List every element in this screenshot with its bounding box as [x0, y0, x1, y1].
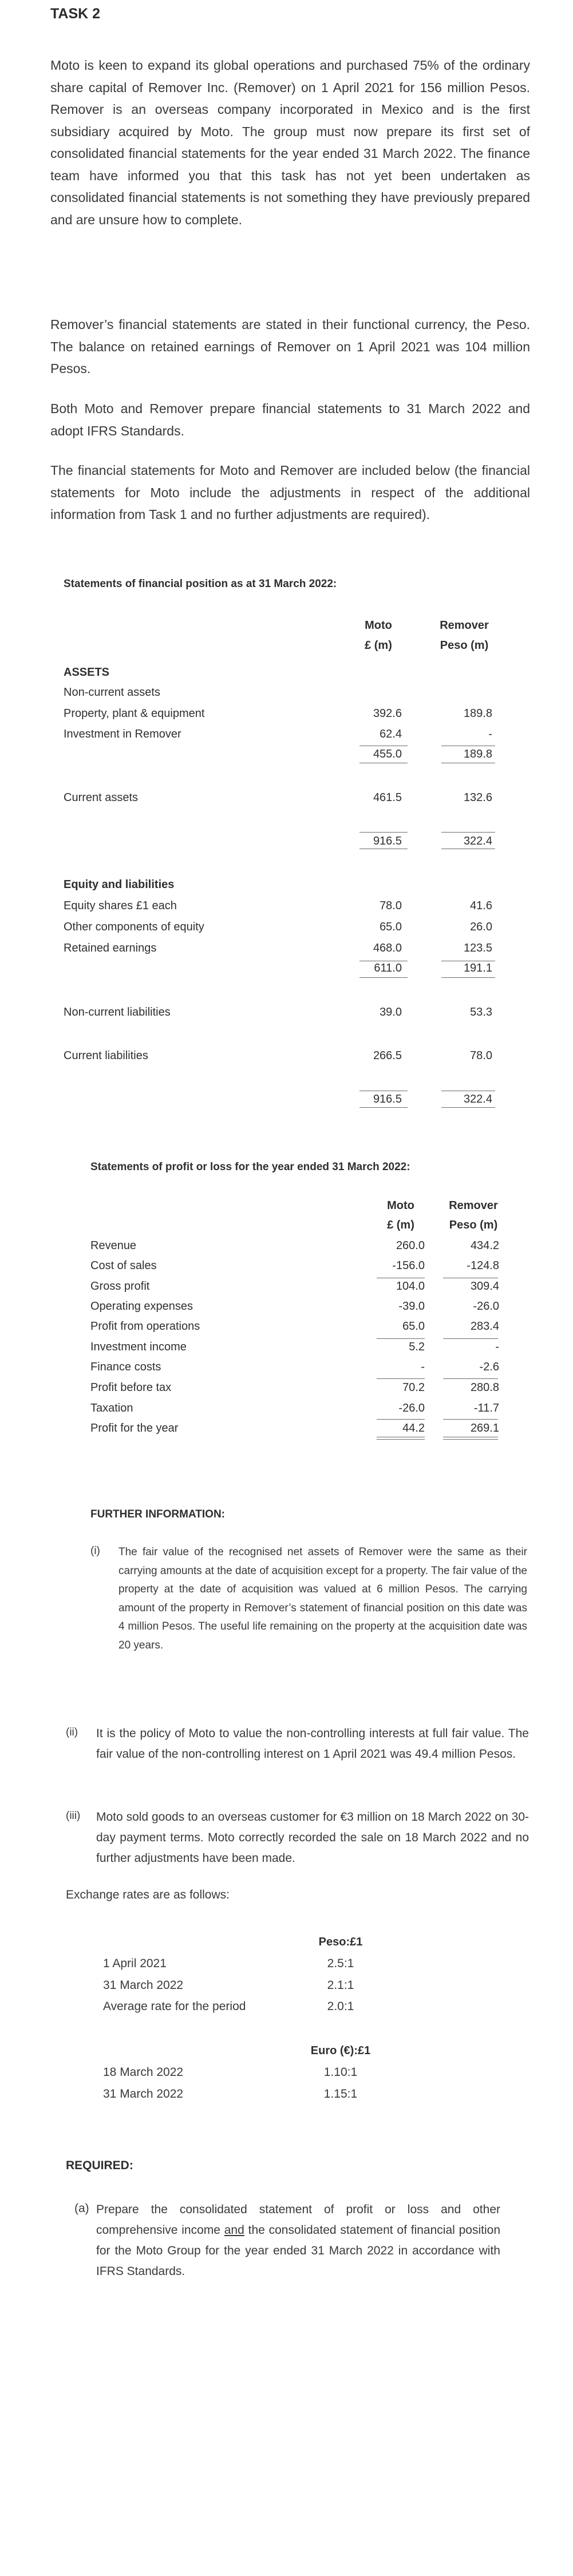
- sofp-moto-value: 65.0: [380, 921, 402, 933]
- pl-row-label: Cost of sales: [90, 1259, 157, 1272]
- peso-rate-value: 2.1:1: [327, 1979, 354, 1992]
- note-i-marker: (i): [90, 1545, 100, 1557]
- sofp-row-label: Other components of equity: [64, 921, 204, 933]
- sofp-total-rule: [441, 977, 495, 978]
- sofp-row-label: Equity shares £1 each: [64, 899, 177, 912]
- sofp-remover-value: 26.0: [470, 921, 492, 933]
- sofp-row-label: Non-current liabilities: [64, 1006, 171, 1018]
- pl-remover-value: -2.6: [479, 1361, 499, 1373]
- further-info-title: FURTHER INFORMATION:: [90, 1508, 226, 1520]
- pl-moto-value: 5.2: [409, 1341, 425, 1353]
- pl-remover-value: 269.1: [470, 1422, 499, 1434]
- euro-rate-header: Euro (€):£1: [310, 2044, 371, 2057]
- pl-remover-value: -11.7: [473, 1402, 499, 1414]
- peso-rate-value: 2.5:1: [327, 1957, 354, 1970]
- sofp-remover-value: 78.0: [470, 1049, 492, 1062]
- pl-moto-value: 260.0: [396, 1239, 425, 1252]
- sofp-remover-header: Remover: [440, 619, 489, 632]
- currency-paragraph: Remover’s financial statements are stated in their functional currency, the Peso. The balance on retained earnings of Remover on 1 April 2021 was 104 million Pesos.: [50, 317, 530, 376]
- note-ii-marker: (ii): [66, 1726, 78, 1738]
- sofp-total-rule: [359, 977, 408, 978]
- sofp-row-label: Current assets: [64, 791, 139, 804]
- pl-row-label: Profit for the year: [90, 1422, 179, 1434]
- pl-remover-value: -: [495, 1341, 499, 1353]
- sofp-row-label: Property, plant & equipment: [64, 707, 205, 720]
- sofp-remover-value: 123.5: [463, 942, 492, 954]
- pl-moto-value: -: [421, 1361, 425, 1373]
- sofp-total-rule: [359, 832, 408, 833]
- peso-rate-header: Peso:£1: [318, 1936, 363, 1948]
- pl-row-label: Revenue: [90, 1239, 137, 1252]
- pl-total-rule: [377, 1378, 425, 1379]
- pl-row-label: Taxation: [90, 1402, 133, 1414]
- required-title: REQUIRED:: [66, 2159, 133, 2172]
- sofp-row-label: Current liabilities: [64, 1049, 148, 1062]
- sofp-remover-unit: Peso (m): [440, 639, 489, 652]
- financial-statements-paragraph: The financial statements for Moto and Remover are included below (the financial statements for Moto include the adjustments in respect of the additional information from Task 1 and no further adjustments are required).: [50, 463, 530, 522]
- sofp-row-label: Retained earnings: [64, 942, 157, 954]
- sofp-remover-value: 189.8: [463, 748, 492, 760]
- sofp-total-rule: [441, 1107, 495, 1108]
- euro-rate-value: 1.10:1: [323, 2066, 358, 2079]
- pl-remover-value: 434.2: [470, 1239, 499, 1252]
- pl-remover-value: -26.0: [473, 1300, 499, 1313]
- pl-title: Statements of profit or loss for the year ended 31 March 2022:: [90, 1161, 410, 1173]
- sofp-row-label: Investment in Remover: [64, 728, 181, 740]
- sofp-remover-value: 191.1: [463, 962, 492, 974]
- euro-rate-date: 31 March 2022: [103, 2087, 184, 2101]
- peso-rate-date: 31 March 2022: [103, 1979, 184, 1992]
- sofp-moto-unit: £ (m): [365, 639, 392, 652]
- peso-rate-value: 2.0:1: [327, 2000, 354, 2013]
- pl-remover-value: -124.8: [467, 1259, 499, 1272]
- sofp-moto-value: 611.0: [374, 962, 402, 974]
- pl-row-label: Profit from operations: [90, 1320, 200, 1333]
- pl-row-label: Finance costs: [90, 1361, 161, 1373]
- sofp-moto-value: 39.0: [380, 1006, 402, 1018]
- euro-rate-date: 18 March 2022: [103, 2066, 184, 2079]
- intro-paragraph: Moto is keen to expand its global operations and purchased 75% of the ordinary share capital of Remover Inc. (Remover) on 1 April 2021 for 156 million Pesos. Remover is an overseas company incorporated in Mexico and is the first subsidiary acquired by Moto. The group must now prepare its first set of consolidated financial statements for the year ended 31 March 2022. The finance team have informed you that this task has not yet been undertaken as consolidated financial statements is not something they have previously prepared and are unsure how to complete.: [50, 58, 530, 227]
- pl-moto-value: 65.0: [402, 1320, 425, 1333]
- sofp-moto-value: 916.5: [373, 1093, 402, 1105]
- pl-remover-value: 283.4: [470, 1320, 499, 1333]
- pl-moto-value: -39.0: [398, 1300, 425, 1313]
- pl-moto-value: 104.0: [396, 1280, 425, 1293]
- sofp-remover-value: 41.6: [470, 899, 492, 912]
- task-title: TASK 2: [50, 6, 101, 22]
- sofp-total-rule: [359, 1107, 408, 1108]
- pl-remover-unit: Peso (m): [449, 1219, 498, 1231]
- sofp-row-label: Equity and liabilities: [64, 878, 175, 891]
- pl-moto-unit: £ (m): [387, 1219, 414, 1231]
- sofp-moto-value: 266.5: [373, 1049, 402, 1062]
- sofp-remover-value: 189.8: [463, 707, 492, 720]
- note-i-text: The fair value of the recognised net assets of Remover were the same as their carrying amounts at the date of acquisition except for a property. The fair value of the property at the date of acquisition was valued at 6 million Pesos. The carrying amount of the property in Remover’s statement of financial position on this date was 4 million Pesos. The useful life remaining on the property at the acquisition date was 20 years.: [118, 1546, 527, 1651]
- pl-moto-value: 70.2: [402, 1381, 425, 1394]
- sofp-total-rule: [441, 832, 495, 833]
- note-iii-marker: (iii): [66, 1810, 81, 1822]
- sofp-moto-value: 78.0: [380, 899, 402, 912]
- euro-rate-value: 1.15:1: [323, 2087, 358, 2101]
- pl-row-label: Operating expenses: [90, 1300, 193, 1313]
- pl-row-label: Gross profit: [90, 1280, 150, 1293]
- note-ii-text: It is the policy of Moto to value the non-controlling interests at full fair value. The fair value of the non-controlling interest on 1 April 2021 was 49.4 million Pesos.: [96, 1727, 529, 1761]
- pl-total-rule: [443, 1378, 498, 1379]
- sofp-remover-value: -: [488, 728, 492, 740]
- sofp-moto-value: 461.5: [373, 791, 402, 804]
- sofp-row-label: Non-current assets: [64, 686, 160, 699]
- sofp-remover-value: 322.4: [463, 1093, 492, 1105]
- pl-moto-header: Moto: [387, 1199, 414, 1212]
- pl-row-label: Investment income: [90, 1341, 187, 1353]
- pl-total-rule: [377, 1338, 425, 1339]
- pl-moto-value: -26.0: [398, 1402, 425, 1414]
- pl-remover-value: 280.8: [470, 1381, 499, 1394]
- sofp-row-label: ASSETS: [64, 666, 110, 679]
- exchange-intro: Exchange rates are as follows:: [66, 1888, 230, 1901]
- peso-rate-date: Average rate for the period: [103, 2000, 246, 2013]
- sofp-remover-value: 132.6: [463, 791, 492, 804]
- sofp-moto-header: Moto: [365, 619, 392, 632]
- pl-total-rule: [377, 1419, 425, 1420]
- sofp-remover-value: 53.3: [470, 1006, 492, 1018]
- pl-remover-header: Remover: [449, 1199, 498, 1212]
- sofp-moto-value: 455.0: [373, 748, 402, 760]
- reporting-date-paragraph: Both Moto and Remover prepare financial statements to 31 March 2022 and adopt IFRS Standards.: [50, 401, 530, 438]
- pl-remover-value: 309.4: [470, 1280, 499, 1293]
- sofp-moto-value: 468.0: [373, 942, 402, 954]
- pl-total-rule: [443, 1439, 498, 1440]
- peso-rate-date: 1 April 2021: [103, 1957, 167, 1970]
- note-iii-text: Moto sold goods to an overseas customer for €3 million on 18 March 2022 on 30-day payment terms. Moto correctly recorded the sale on 18 March 2022 and no further adjustments have been made.: [96, 1810, 529, 1865]
- sofp-moto-value: 62.4: [380, 728, 402, 740]
- requirement-a-text-start: Prepare the consolidated statement of profit or loss and other comprehensive income: [96, 2203, 500, 2237]
- sofp-remover-value: 322.4: [463, 835, 492, 847]
- pl-total-rule: [443, 1419, 498, 1420]
- pl-moto-value: -156.0: [392, 1259, 425, 1272]
- pl-row-label: Profit before tax: [90, 1381, 172, 1394]
- requirement-a-text: [96, 2199, 500, 2282]
- sofp-moto-value: 392.6: [373, 707, 402, 720]
- sofp-moto-value: 916.5: [373, 835, 402, 847]
- pl-total-rule: [443, 1338, 498, 1339]
- requirement-a-marker: (a): [74, 2202, 89, 2215]
- sofp-title: Statements of financial position as at 31 March 2022:: [64, 578, 337, 590]
- requirement-a-underlined-word: and: [224, 2224, 244, 2237]
- requirement-a-text-end: the consolidated statement of financial position for the Moto Group for the year ended 31 March 2022 in accordance with IFRS Standards.: [96, 2224, 500, 2278]
- pl-moto-value: 44.2: [402, 1422, 425, 1434]
- pl-total-rule: [377, 1439, 425, 1440]
